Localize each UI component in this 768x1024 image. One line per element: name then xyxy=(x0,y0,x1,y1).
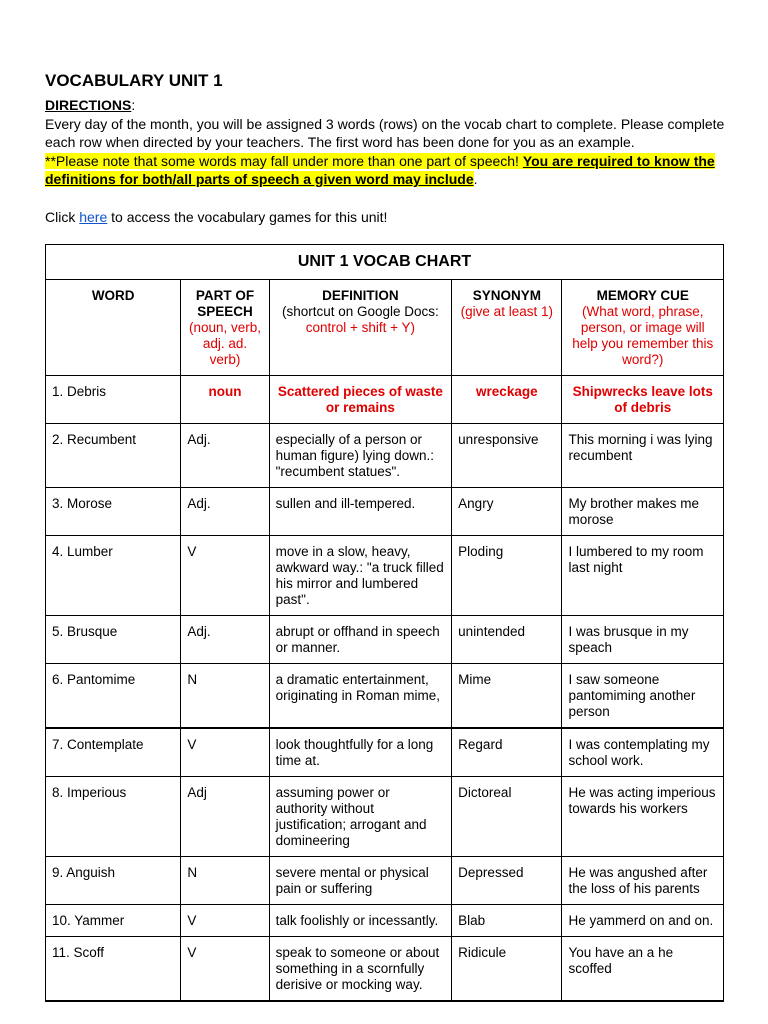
table-row xyxy=(46,905,724,937)
directions-heading xyxy=(45,96,725,115)
games-before: Click xyxy=(45,208,80,225)
table-row xyxy=(46,728,724,777)
games-link[interactable]: here xyxy=(79,208,108,225)
chart-title: UNIT 1 VOCAB CHART xyxy=(46,245,724,280)
pos-cell: Adj xyxy=(181,777,269,857)
header-memory-label: MEMORY CUE xyxy=(596,288,689,303)
games-line xyxy=(45,208,725,227)
word-cell: 9. Anguish xyxy=(46,857,181,905)
header-pos-label: PART OF SPEECH xyxy=(195,288,255,319)
definition-cell: a dramatic entertainment, originating in Roman mime, xyxy=(269,664,452,729)
word-cell: 8. Imperious xyxy=(46,777,181,857)
definition-cell: severe mental or physical pain or suffering xyxy=(269,857,452,905)
memory-cell: I was brusque in my speach xyxy=(562,616,724,664)
synonym-cell: Angry xyxy=(452,488,562,536)
pos-cell: V xyxy=(181,905,269,937)
pos-cell: Adj. xyxy=(181,616,269,664)
header-pos-note: (noun, verb, adj. ad. verb) xyxy=(188,320,262,367)
header-word-label: WORD xyxy=(91,288,135,303)
header-memory-note: (What word, phrase, person, or image will help you remember this word?) xyxy=(572,304,714,367)
header-synonym xyxy=(452,280,562,376)
pos-cell: V xyxy=(181,536,269,616)
pos-cell: noun xyxy=(181,376,269,424)
definition-cell: Scattered pieces of waste or remains xyxy=(269,376,452,424)
header-memory xyxy=(562,280,724,376)
word-cell: 1. Debris xyxy=(46,376,181,424)
synonym-cell: Depressed xyxy=(452,857,562,905)
definition-cell: move in a slow, heavy, awkward way.: "a truck filled his mirror and lumbered past". xyxy=(269,536,452,616)
header-definition-label: DEFINITION xyxy=(322,288,399,303)
page-title: VOCABULARY UNIT 1 xyxy=(45,71,223,90)
note-end: . xyxy=(473,171,478,187)
header-synonym-note: (give at least 1) xyxy=(460,304,553,319)
table-row xyxy=(46,777,724,857)
directions-text: Every day of the month, you will be assigned 3 words (rows) on the vocab chart to complete. Please complete each row when directed by your teachers. The first word has been done for you as an example. xyxy=(45,115,725,150)
table-row xyxy=(46,857,724,905)
memory-cell: He was acting imperious towards his workers xyxy=(562,777,724,857)
word-cell: 6. Pantomime xyxy=(46,664,181,729)
word-cell: 3. Morose xyxy=(46,488,181,536)
note-paragraph xyxy=(45,152,725,189)
header-row xyxy=(46,280,724,376)
synonym-cell: wreckage xyxy=(452,376,562,424)
pos-cell: Adj. xyxy=(181,424,269,488)
header-definition xyxy=(269,280,452,376)
header-pos xyxy=(181,280,269,376)
header-word xyxy=(46,280,181,376)
word-cell: 2. Recumbent xyxy=(46,424,181,488)
header-definition-note: (shortcut on Google Docs: xyxy=(281,304,439,319)
word-cell: 5. Brusque xyxy=(46,616,181,664)
memory-cell: He yammerd on and on. xyxy=(562,905,724,937)
definition-cell: abrupt or offhand in speech or manner. xyxy=(269,616,452,664)
table-row xyxy=(46,376,724,424)
memory-cell: Shipwrecks leave lots of debris xyxy=(562,376,724,424)
synonym-cell: Ridicule xyxy=(452,937,562,1002)
synonym-cell: Ploding xyxy=(452,536,562,616)
memory-cell: My brother makes me morose xyxy=(562,488,724,536)
table-row xyxy=(46,664,724,729)
synonym-cell: Blab xyxy=(452,905,562,937)
memory-cell: You have an a he scoffed xyxy=(562,937,724,1002)
note-plain: **Please note that some words may fall under more than one part of speech! xyxy=(45,152,523,169)
directions-label: DIRECTIONS xyxy=(45,97,132,113)
synonym-cell: unintended xyxy=(452,616,562,664)
directions-colon: : xyxy=(131,97,136,113)
definition-cell: speak to someone or about something in a scornfully derisive or mocking way. xyxy=(269,937,452,1002)
word-cell: 11. Scoff xyxy=(46,937,181,1002)
document-body xyxy=(45,70,725,226)
note-bold: You are required to know the definitions for both/all parts of speech a given word may include xyxy=(45,152,715,187)
memory-cell: This morning i was lying recumbent xyxy=(562,424,724,488)
definition-cell: talk foolishly or incessantly. xyxy=(269,905,452,937)
pos-cell: V xyxy=(181,937,269,1002)
definition-cell: assuming power or authority without justification; arrogant and domineering xyxy=(269,777,452,857)
header-synonym-label: SYNONYM xyxy=(472,288,541,303)
pos-cell: N xyxy=(181,664,269,729)
memory-cell: I lumbered to my room last night xyxy=(562,536,724,616)
pos-cell: V xyxy=(181,728,269,777)
games-after: to access the vocabulary games for this unit! xyxy=(107,208,388,225)
definition-cell: sullen and ill-tempered. xyxy=(269,488,452,536)
table-row xyxy=(46,488,724,536)
synonym-cell: unresponsive xyxy=(452,424,562,488)
word-cell: 4. Lumber xyxy=(46,536,181,616)
memory-cell: I was contemplating my school work. xyxy=(562,728,724,777)
pos-cell: N xyxy=(181,857,269,905)
synonym-cell: Dictoreal xyxy=(452,777,562,857)
definition-cell: look thoughtfully for a long time at. xyxy=(269,728,452,777)
word-cell: 10. Yammer xyxy=(46,905,181,937)
memory-cell: He was angushed after the loss of his parents xyxy=(562,857,724,905)
header-definition-shortcut: control + shift + Y) xyxy=(305,320,416,335)
table-row xyxy=(46,616,724,664)
memory-cell: I saw someone pantomiming another person xyxy=(562,664,724,729)
synonym-cell: Mime xyxy=(452,664,562,729)
synonym-cell: Regard xyxy=(452,728,562,777)
table-row xyxy=(46,536,724,616)
word-cell: 7. Contemplate xyxy=(46,728,181,777)
table-row xyxy=(46,424,724,488)
definition-cell: especially of a person or human figure) lying down.: "recumbent statues". xyxy=(269,424,452,488)
table-row xyxy=(46,937,724,1002)
pos-cell: Adj. xyxy=(181,488,269,536)
vocab-chart xyxy=(45,244,724,1002)
